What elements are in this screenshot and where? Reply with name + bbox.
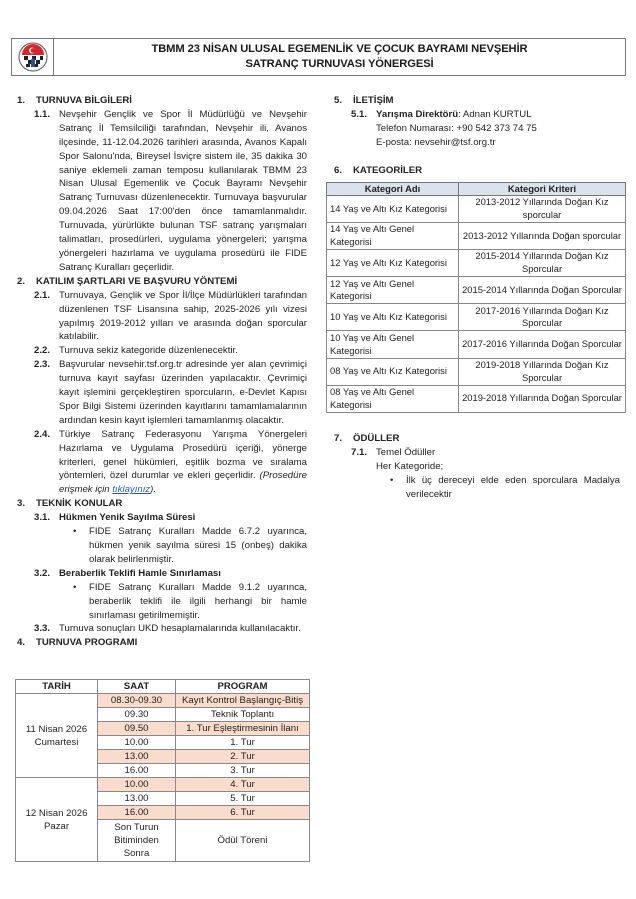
- item-text: [59, 428, 307, 498]
- category-name: 12 Yaş ve Altı Kız Kategorisi: [327, 250, 459, 277]
- item-text: Turnuva sekiz kategoride düzenlenecektir.: [59, 345, 238, 357]
- time-text: Son Turun: [114, 822, 159, 833]
- bullet-7-1: [334, 474, 620, 502]
- section-title: ÖDÜLLER: [353, 433, 400, 444]
- time-cell: 09.30: [98, 708, 176, 722]
- program-cell: 4. Tur: [176, 778, 310, 792]
- section-title: KATEGORİLER: [353, 164, 423, 176]
- day-text: Pazar: [43, 820, 70, 832]
- program-cell: 2. Tur: [176, 750, 310, 764]
- item-text: Turnuvaya, Gençlik ve Spor İl/İlçe Müdürlükleri tarafından düzenlenen TSF Lisansına sahip, 2025-2026 yılı vizesi yapılmış 2019-2012 yılları ve arasında doğan sporcular katılabilir.: [59, 289, 307, 343]
- item-number: 2.1.: [34, 289, 51, 301]
- time-cell: 10.00: [98, 778, 176, 792]
- item-number: 7.1.: [351, 446, 368, 458]
- category-criteria: 2013-2012 Yıllarında Doğan sporcular: [459, 223, 626, 250]
- category-name: 14 Yaş ve Altı Kız Kategorisi: [327, 196, 459, 223]
- item-number: 1.1.: [34, 108, 51, 120]
- header-category-name: Kategori Adı: [327, 183, 459, 196]
- item-3-2: [17, 567, 307, 581]
- item-text: Turnuva sonuçları UKD hesaplamalarında kullanılacaktır.: [59, 623, 301, 635]
- time-cell: 13.00: [98, 792, 176, 806]
- bullet-3-2: [17, 581, 307, 623]
- item-text: [376, 108, 620, 122]
- section-3-heading: [17, 497, 307, 511]
- item-3-1: [17, 511, 307, 525]
- category-table: [326, 182, 626, 413]
- time-text: Sonra: [123, 848, 150, 859]
- tsf-logo-icon: [18, 41, 48, 73]
- category-criteria: 2019-2018 Yıllarında Doğan Sporcular: [459, 385, 626, 412]
- category-table-header: [327, 183, 626, 196]
- item-7-1: [334, 446, 620, 460]
- category-criteria: 2013-2012 Yıllarında Doğan Kız sporcular: [459, 196, 626, 223]
- section-number: 5.: [334, 95, 343, 106]
- bullet-text: İlk üç dereceyi elde eden sporculara Madalya verilecektir: [406, 474, 620, 500]
- program-cell: 1. Tur Eşleştirmesinin İlanı: [176, 722, 310, 736]
- table-row: [16, 778, 310, 792]
- category-criteria: 2015-2014 Yıllarında Doğan Sporcular: [459, 277, 626, 304]
- section-number: 2.: [17, 275, 26, 287]
- section-4-heading: [17, 636, 307, 650]
- section-number: 6.: [334, 164, 343, 176]
- item-2-3: [17, 358, 307, 428]
- item-title: Hükmen Yenik Sayılma Süresi: [59, 512, 196, 524]
- header-date: TARİH: [16, 680, 98, 694]
- table-row: [327, 277, 626, 304]
- section-2-heading: [17, 275, 307, 289]
- time-cell: 08.30-09.30: [98, 694, 176, 708]
- item-title: Temel Ödüller: [376, 446, 436, 458]
- item-number: 5.1.: [351, 108, 368, 120]
- section-number: 3.: [17, 498, 26, 510]
- procedure-note: (Prosedüre erişmek için: [59, 470, 307, 496]
- category-criteria: 2015-2014 Yıllarında Doğan Kız Sporcular: [459, 250, 626, 277]
- category-criteria: 2017-2016 Yıllarında Doğan Sporcular: [459, 331, 626, 358]
- table-row: [327, 304, 626, 331]
- category-criteria: 2019-2018 Yıllarında Doğan Kız Sporcular: [459, 358, 626, 385]
- section-title: İLETİŞİM: [353, 95, 394, 106]
- document-header: [11, 38, 626, 76]
- director-label: Yarışma Direktörü: [376, 108, 459, 120]
- table-row: [327, 250, 626, 277]
- awards-section: [334, 432, 620, 502]
- program-cell: 1. Tur: [176, 736, 310, 750]
- item-number: 3.1.: [34, 512, 51, 524]
- item-text: Başvurular nevsehir.tsf.org.tr adresinde yer alan çevrimiçi turnuva kayıt sayfası üzerinden yapılacaktır. Çevrimiçi kayıt işlemini gerçekleştiren sporcuların, e-Devlet Kapısı Spor Bilgi Sistemi üzerinden kayıtlarını tamamlamalarının ardından kesin kayıt işlemleri tamamlanmış olacaktır.: [59, 359, 307, 426]
- category-name: 14 Yaş ve Altı Genel Kategorisi: [327, 223, 459, 250]
- section-1-heading: [17, 94, 307, 108]
- title-line-2: SATRANÇ TURNUVASI YÖNERGESİ: [245, 58, 434, 70]
- day-text: Cumartesi: [34, 736, 79, 748]
- program-cell: Teknik Toplantı: [176, 708, 310, 722]
- program-table: [15, 679, 310, 862]
- phone-number: Telefon Numarası: +90 542 373 74 75: [376, 122, 537, 134]
- date-text: 11 Nisan 2026: [25, 723, 88, 735]
- title-line-1: TBMM 23 NİSAN ULUSAL EGEMENLİK VE ÇOCUK BAYRAMI NEVŞEHİR: [151, 43, 528, 55]
- program-cell: Kayıt Kontrol Başlangıç-Bitiş: [176, 694, 310, 708]
- time-cell: 16.00: [98, 806, 176, 820]
- procedure-link[interactable]: tıklayınız: [112, 484, 151, 496]
- program-cell: Ödül Töreni: [176, 820, 310, 862]
- item-text: Nevşehir Gençlik ve Spor İl Müdürlüğü ve Nevşehir Satranç İl Temsilciliği tarafından, Nevşehir ili, Avanos ilçesinde, 11-12.04.2026 tarihleri arasında, Avanos Kapalı Spor Salonu'nda, Bireysel İsviçre sistem ile, 35 dakika 30 saniye eklemeli zaman temposu kullanılarak TBMM 23 Nisan Ulusal Egemenlik ve Çocuk Bayramı Nevşehir Satranç Turnuvası düzenlenecektir. Turnuvaya başvurular 09.04.2026 Saat 17:00'den önce tamamlanmalıdır. Turnuvada, yürürlükte bulunan TSF satranç yarışmaları talimatları, prosedürleri, uygulama yönergeleri; yarışma yönergeleri hazırlama ve uygulama prosedürü ile FIDE Satranç Kuralları geçerlidir.: [59, 108, 307, 273]
- section-5-heading: [334, 94, 620, 108]
- table-row: [327, 358, 626, 385]
- item-number: 3.2.: [34, 567, 51, 579]
- program-cell: 5. Tur: [176, 792, 310, 806]
- header-time: SAAT: [98, 680, 176, 694]
- section-number: 4.: [17, 637, 26, 649]
- item-number: 3.3.: [34, 623, 51, 635]
- document-title: [54, 39, 625, 75]
- item-title: Beraberlik Teklifi Hamle Sınırlaması: [59, 567, 221, 579]
- time-cell: 16.00: [98, 764, 176, 778]
- date-cell-day1: [16, 694, 98, 778]
- item-5-1: [334, 108, 620, 122]
- category-name: 10 Yaş ve Altı Genel Kategorisi: [327, 331, 459, 358]
- section-title: KATILIM ŞARTLARI VE BAŞVURU YÖNTEMİ: [36, 275, 238, 287]
- section-number: 1.: [17, 95, 26, 106]
- bullet-3-1: [17, 525, 307, 567]
- section-number: 7.: [334, 433, 343, 444]
- date-text: 12 Nisan 2026: [25, 807, 88, 819]
- email-address: E-posta: nevsehir@tsf.org.tr: [376, 136, 496, 148]
- category-name: 10 Yaş ve Altı Kız Kategorisi: [327, 304, 459, 331]
- time-cell: 10.00: [98, 736, 176, 750]
- category-criteria: 2017-2016 Yıllarında Doğan Kız Sporcular: [459, 304, 626, 331]
- item-2-2: [17, 344, 307, 358]
- item-1-1: [17, 108, 307, 275]
- each-category-text: Her Kategoride;: [376, 460, 444, 472]
- procedure-note-end: ).: [150, 484, 157, 496]
- time-cell: [98, 820, 176, 862]
- date-cell-day2: [16, 778, 98, 862]
- table-row: [327, 331, 626, 358]
- header-category-criteria: Kategori Kriteri: [459, 183, 626, 196]
- right-column: [334, 94, 620, 178]
- section-6-heading: [334, 164, 620, 178]
- table-row: [327, 385, 626, 412]
- section-title: TEKNİK KONULAR: [36, 498, 123, 510]
- program-cell: 3. Tur: [176, 764, 310, 778]
- item-number: 2.4.: [34, 428, 51, 440]
- bullet-icon: •: [390, 474, 394, 486]
- item-2-4: [17, 428, 307, 498]
- director-name: : Adnan KURTUL: [458, 108, 532, 120]
- header-program: PROGRAM: [176, 680, 310, 694]
- item-number: 2.2.: [34, 345, 51, 357]
- section-title: TURNUVA BİLGİLERİ: [36, 95, 132, 106]
- item-3-3: [17, 622, 307, 636]
- time-cell: 13.00: [98, 750, 176, 764]
- bullet-text: FIDE Satranç Kuralları Madde 6.7.2 uyarınca, hükmen yenik sayılma süresi 15 (onbeş) dakika olarak belirlenmiştir.: [89, 526, 307, 565]
- category-name: 08 Yaş ve Altı Kız Kategorisi: [327, 358, 459, 385]
- time-text: Bitiminden: [114, 835, 159, 846]
- category-name: 08 Yaş ve Altı Genel Kategorisi: [327, 385, 459, 412]
- table-row: [327, 196, 626, 223]
- item-number: 2.3.: [34, 359, 51, 371]
- item-body: Türkiye Satranç Federasyonu Yarışma Yönergeleri Hazırlama ve Uygulama Prosedürü içeriği, yönerge kriterleri, genel hükümleri, eşitlik bozma ve sıralama yöntemleri, özel durumlar ve ekleri geçerlidir.: [59, 428, 307, 482]
- program-cell: 6. Tur: [176, 806, 310, 820]
- item-2-1: [17, 289, 307, 345]
- category-name: 12 Yaş ve Altı Genel Kategorisi: [327, 277, 459, 304]
- table-row: [16, 694, 310, 708]
- table-row: [327, 223, 626, 250]
- bullet-icon: •: [73, 581, 77, 593]
- left-column: [17, 94, 307, 650]
- bullet-text: FIDE Satranç Kuralları Madde 9.1.2 uyarınca, beraberlik teklifi ile ilgili herhangi bir hamle sınırlaması getirilmemiştir.: [89, 581, 307, 621]
- time-cell: 09.50: [98, 722, 176, 736]
- bullet-icon: •: [73, 526, 77, 538]
- logo-cell: [12, 39, 54, 75]
- section-7-heading: [334, 432, 620, 446]
- program-table-header: [16, 680, 310, 694]
- section-title: TURNUVA PROGRAMI: [36, 637, 138, 649]
